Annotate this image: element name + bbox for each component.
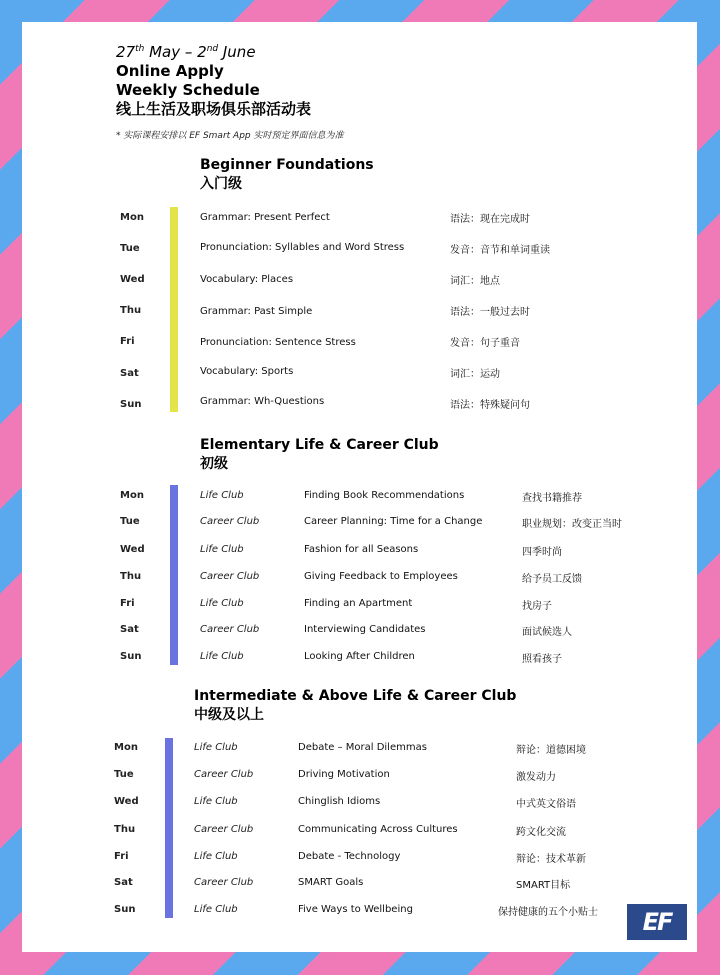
lesson-en: Pronunciation: Syllables and Word Stress xyxy=(200,242,405,253)
schedule-card xyxy=(22,22,697,952)
lesson-en: Debate – Moral Dilemmas xyxy=(298,742,427,753)
lesson-en: Looking After Children xyxy=(304,651,415,662)
club-type: Life Club xyxy=(200,598,244,609)
lesson-cn: 查找书籍推荐 xyxy=(522,493,582,504)
lesson-en: Finding Book Recommendations xyxy=(304,490,465,501)
lesson-en: Grammar: Wh-Questions xyxy=(200,396,325,407)
club-type: Career Club xyxy=(194,824,254,835)
day-label: Wed xyxy=(120,544,145,555)
day-label: Sat xyxy=(120,368,139,379)
lesson-en: Finding an Apartment xyxy=(304,598,413,609)
lesson-en: SMART Goals xyxy=(298,877,364,888)
lesson-cn: 词汇：运动 xyxy=(450,369,500,380)
club-type: Life Club xyxy=(194,796,238,807)
beginner-bar xyxy=(170,207,178,412)
club-type: Life Club xyxy=(194,851,238,862)
lesson-cn: 激发动力 xyxy=(516,772,556,783)
intermediate-bar xyxy=(165,738,173,918)
day-label: Mon xyxy=(114,742,138,753)
day-label: Mon xyxy=(120,212,144,223)
lesson-cn: 四季时尚 xyxy=(522,547,562,558)
lesson-en: Chinglish Idioms xyxy=(298,796,381,807)
lesson-cn: 面试候选人 xyxy=(522,627,572,638)
lesson-en: Vocabulary: Places xyxy=(200,274,294,285)
day-label: Tue xyxy=(114,769,134,780)
page-header xyxy=(116,40,311,119)
lesson-cn: 辩论：技术革新 xyxy=(516,854,586,865)
lesson-en: Debate - Technology xyxy=(298,851,401,862)
club-type: Life Club xyxy=(200,651,244,662)
club-type: Life Club xyxy=(200,544,244,555)
lesson-en: Vocabulary: Sports xyxy=(200,366,294,377)
header-line-3: 线上生活及职场俱乐部活动表 xyxy=(116,100,312,118)
day-label: Wed xyxy=(114,796,139,807)
club-type: Life Club xyxy=(200,490,244,501)
lesson-en: Interviewing Candidates xyxy=(304,624,426,635)
elementary-title xyxy=(200,436,439,474)
day-label: Sat xyxy=(120,624,139,635)
lesson-en: Grammar: Past Simple xyxy=(200,306,313,317)
lesson-en: Pronunciation: Sentence Stress xyxy=(200,337,356,348)
day-label: Thu xyxy=(120,571,142,582)
day-label: Thu xyxy=(114,824,136,835)
schedule-note: * 实际课程安排以 EF Smart App 实时预定界面信息为准 xyxy=(116,131,344,141)
ef-logo-icon xyxy=(627,904,687,940)
lesson-cn: 跨文化交流 xyxy=(516,827,566,838)
lesson-en: Career Planning: Time for a Change xyxy=(304,516,483,527)
club-type: Career Club xyxy=(200,624,260,635)
logo-text: EF xyxy=(642,908,672,936)
club-type: Life Club xyxy=(194,742,238,753)
header-line-2: Weekly Schedule xyxy=(116,81,260,99)
lesson-cn: 发音：句子重音 xyxy=(450,338,520,349)
lesson-cn: 语法：一般过去时 xyxy=(450,307,530,318)
day-label: Sun xyxy=(120,651,142,662)
day-label: Thu xyxy=(120,305,142,316)
intermediate-title-en: Intermediate & Above Life & Career Club xyxy=(194,688,517,704)
lesson-cn: SMART目标 xyxy=(516,880,571,891)
lesson-en: Fashion for all Seasons xyxy=(304,544,419,555)
lesson-cn: 找房子 xyxy=(522,601,552,612)
day-label: Fri xyxy=(120,598,135,609)
beginner-title-en: Beginner Foundations xyxy=(200,157,374,173)
beginner-title-cn: 入门级 xyxy=(200,176,242,192)
date-range: 27th May – 2nd June xyxy=(116,43,256,61)
day-label: Sat xyxy=(114,877,133,888)
header-line-1: Online Apply xyxy=(116,62,224,80)
day-label: Sun xyxy=(114,904,136,915)
lesson-en: Communicating Across Cultures xyxy=(298,824,458,835)
club-type: Career Club xyxy=(194,769,254,780)
club-type: Life Club xyxy=(194,904,238,915)
beginner-title xyxy=(200,156,374,194)
elementary-bar xyxy=(170,485,178,665)
lesson-cn: 照看孩子 xyxy=(522,654,562,665)
intermediate-title xyxy=(194,687,516,725)
day-label: Fri xyxy=(120,336,135,347)
lesson-cn: 语法：特殊疑问句 xyxy=(450,400,530,411)
lesson-cn: 语法：现在完成时 xyxy=(450,214,530,225)
day-label: Tue xyxy=(120,516,140,527)
day-label: Tue xyxy=(120,243,140,254)
club-type: Career Club xyxy=(194,877,254,888)
lesson-en: Driving Motivation xyxy=(298,769,390,780)
lesson-cn: 保持健康的五个小贴士 xyxy=(498,907,598,918)
day-label: Sun xyxy=(120,399,142,410)
lesson-en: Giving Feedback to Employees xyxy=(304,571,458,582)
lesson-en: Grammar: Present Perfect xyxy=(200,212,330,223)
elementary-title-en: Elementary Life & Career Club xyxy=(200,437,439,453)
day-label: Mon xyxy=(120,490,144,501)
club-type: Career Club xyxy=(200,571,260,582)
lesson-cn: 发音：音节和单词重读 xyxy=(450,245,550,256)
day-label: Fri xyxy=(114,851,129,862)
lesson-cn: 职业规划：改变正当时 xyxy=(522,519,622,530)
lesson-en: Five Ways to Wellbeing xyxy=(298,904,413,915)
club-type: Career Club xyxy=(200,516,260,527)
lesson-cn: 辩论：道德困境 xyxy=(516,745,586,756)
lesson-cn: 给予员工反馈 xyxy=(522,574,582,585)
day-label: Wed xyxy=(120,274,145,285)
intermediate-title-cn: 中级及以上 xyxy=(194,707,264,723)
lesson-cn: 词汇：地点 xyxy=(450,276,500,287)
elementary-title-cn: 初级 xyxy=(200,456,228,472)
lesson-cn: 中式英文俗语 xyxy=(516,799,576,810)
